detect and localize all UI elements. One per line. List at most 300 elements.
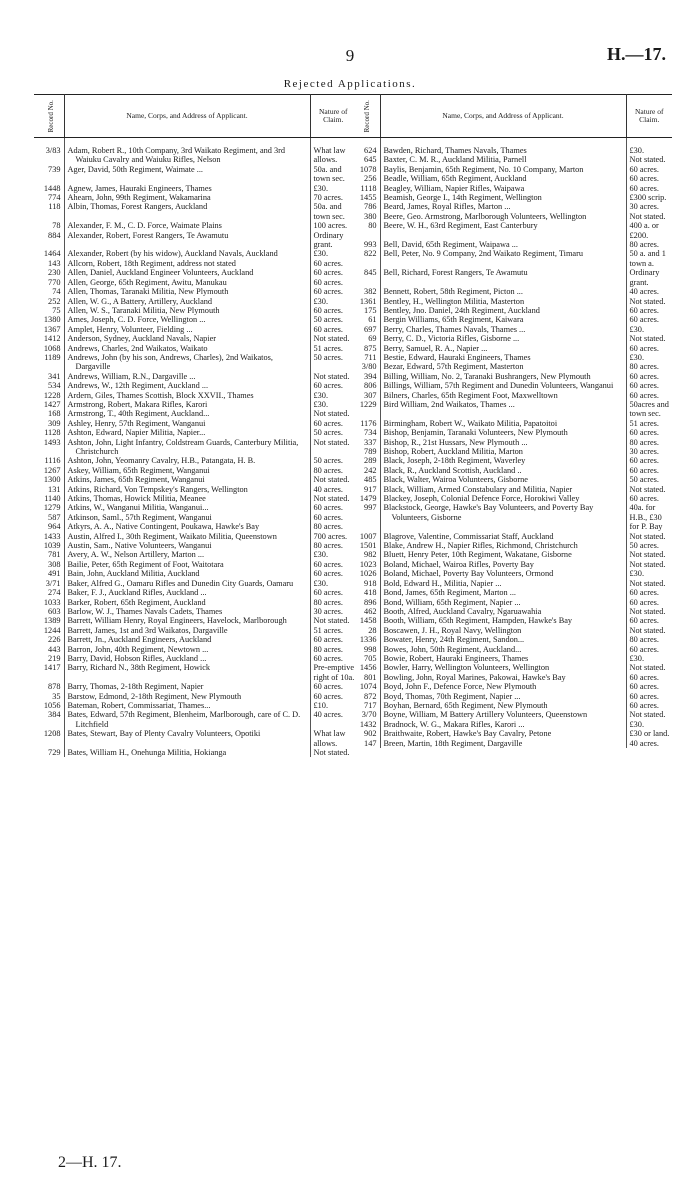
table-row [350,682,672,691]
record-number: 80 [350,221,380,240]
applicant-name: Bestie, Edward, Hauraki Engineers, Thames [380,353,626,362]
claim-nature: Not stated. [629,484,666,494]
table-row [34,748,356,757]
record-number: 1433 [34,532,64,541]
record-number: 394 [350,372,380,381]
applicant-name: Andrews, W., 12th Regiment, Auckland ... [64,381,310,390]
record-number: 1300 [34,475,64,484]
applicant-name: Bird William, 2nd Waikatos, Thames ... [380,400,626,419]
record-number: 274 [34,588,64,597]
record-number: 1228 [34,391,64,400]
applicant-name: Armstrong, T., 40th Regiment, Auckland... [64,409,310,418]
claim-nature: 60 acres. [629,494,659,504]
table-row [34,532,356,541]
applicant-name: Breen, Martin, 18th Regiment, Dargaville [380,739,626,748]
claim-nature: 60 acres. [313,682,343,692]
table-row [34,616,356,625]
claim-nature: Not stated. [629,155,666,165]
table-row [34,165,356,184]
claim-nature: Not stated. [313,616,350,626]
table-row [34,513,356,522]
table-row [34,438,356,457]
record-number: 219 [34,654,64,663]
applicant-name: Bain, John, Auckland Militia, Auckland [64,569,310,578]
applicant-name: Beamish, George I., 14th Regiment, Wellington [380,193,626,202]
claim-nature: 50 acres. [313,428,343,438]
applicant-name: Barker, Robert, 65th Regiment, Auckland [64,598,310,607]
table-row [350,532,672,541]
applicant-name: Baylis, Benjamin, 65th Regiment, No. 10 Company, Marton [380,165,626,174]
table-row [34,541,356,550]
table-row [350,720,672,729]
claim-nature: Not stated. [313,748,350,757]
spacer-row [350,138,672,147]
applicant-name: Billing, William, No. 2, Taranaki Bushrangers, New Plymouth [380,372,626,381]
claim-nature: 50 acres. [629,541,659,551]
table-row [350,729,672,738]
applicant-name: Bishop, Benjamin, Taranaki Volunteers, New Plymouth [380,428,626,437]
applicant-name: Boyne, William, M Battery Artillery Volunteers, Queenstown [380,710,626,719]
record-number: 1229 [350,400,380,419]
table-row [34,221,356,230]
claim-nature: 60 acres. [313,418,343,428]
table-row [350,541,672,550]
record-number: 902 [350,729,380,738]
claim-nature: 60 acres. [629,174,659,184]
claim-nature: £300 scrip. [629,193,667,203]
table-row [350,297,672,306]
record-number: 1056 [34,701,64,710]
record-number: 443 [34,645,64,654]
applicant-name: Beard, James, Royal Rifles, Marton ... [380,202,626,211]
claim-nature: £30. [313,296,329,306]
table-row [350,701,672,710]
record-number: 917 [350,485,380,494]
applicant-name: Ardern, Giles, Thames Scottish, Block XXVII., Thames [64,391,310,400]
table-row [34,278,356,287]
claim-nature: £30. [629,719,645,729]
record-number: 3/83 [34,146,64,165]
record-number: 1427 [34,400,64,409]
claim-nature: 50 acres. [313,456,343,466]
table-row [350,645,672,654]
claim-nature: 400 a. or £200. [629,221,659,240]
table-row [34,297,356,306]
right-table-body [350,138,672,749]
record-number: 786 [350,202,380,211]
table-row [350,400,672,419]
applicant-name: Atkins, James, 65th Regiment, Wanganui [64,475,310,484]
applicant-name: Avery, A. W., Nelson Artillery, Marton ... [64,550,310,559]
applicant-name: Bell, Peter, No. 9 Company, 2nd Waikato Regiment, Timaru [380,249,626,268]
table-row [350,287,672,296]
applicant-name: Booth, Alfred, Auckland Cavalry, Ngaruawahia [380,607,626,616]
table-row [34,654,356,663]
record-number: 147 [350,739,380,748]
record-number: 168 [34,409,64,418]
table-row [34,231,356,250]
record-number: 739 [34,165,64,184]
table-row [350,663,672,672]
record-number: 1336 [350,635,380,644]
table-row [350,202,672,211]
record-number: 485 [350,475,380,484]
table-row [34,193,356,202]
record-number: 998 [350,645,380,654]
claim-nature: Not stated. [629,334,666,344]
record-number: 1389 [34,616,64,625]
applicant-name: Bailie, Peter, 65th Regiment of Foot, Waitotara [64,560,310,569]
record-number: 1417 [34,663,64,682]
claim-nature: 51 acres. [629,418,659,428]
claim-nature: £30. [629,324,645,334]
claim-nature: £30. [313,183,329,193]
record-number: 1118 [350,184,380,193]
applicant-name: Allen, Daniel, Auckland Engineer Volunteers, Auckland [64,268,310,277]
applicant-name: Barry, Thomas, 2-18th Regiment, Napier [64,682,310,691]
table-row [350,673,672,682]
applicant-name: Alexander, F. M., C. D. Force, Waimate Plains [64,221,310,230]
claim-nature: 60 acres. [629,371,659,381]
table-row [350,466,672,475]
applicant-name: Barry, Richard N., 38th Regiment, Howick [64,663,310,682]
claim-nature: 60 acres. [313,258,343,268]
applicant-name: Atkinson, Saml., 57th Regiment, Wanganui [64,513,310,522]
record-number: 1023 [350,560,380,569]
applicant-name: Atkins, Richard, Von Tempskey's Rangers, Wellington [64,485,310,494]
applicant-name: Birmingham, Robert W., Waikato Militia, Papatoitoi [380,419,626,428]
applicant-name: Anderson, Sydney, Auckland Navals, Napier [64,334,310,343]
claim-nature: 60 acres. [629,315,659,325]
applicant-name: Barron, John, 40th Regiment, Newtown ... [64,645,310,654]
table-row [34,306,356,315]
record-number: 1128 [34,428,64,437]
record-number: 175 [350,306,380,315]
applicant-name: Bentley, Jno. Daniel, 24th Regiment, Auckland [380,306,626,315]
left-table [34,94,356,757]
table-row [34,146,356,165]
claim-nature: 60 acres. [313,569,343,579]
claim-nature: 60 acres. [629,381,659,391]
table-row [34,598,356,607]
applicant-name: Bezar, Edward, 57th Regiment, Masterton [380,362,626,371]
applicant-name: Austin, Sam., Native Volunteers, Wanganui [64,541,310,550]
applicant-name: Bentley, H., Wellington Militia, Masterton [380,297,626,306]
applicant-name: Baker, Alfred G., Oamaru Rifles and Dunedin City Guards, Oamaru [64,579,310,588]
claim-nature: 60 acres. [629,390,659,400]
record-number: 1267 [34,466,64,475]
applicant-name: Bowes, John, 50th Regiment, Auckland... [380,645,626,654]
record-number: 645 [350,155,380,164]
applicant-name: Berry, Samuel, R. A., Napier ... [380,344,626,353]
claim-nature: 50a. and town sec. [313,202,345,221]
record-number: 822 [350,249,380,268]
claim-nature: 60 acres. [313,635,343,645]
record-number: 717 [350,701,380,710]
record-number: 801 [350,673,380,682]
record-number: 770 [34,278,64,287]
table-row [350,569,672,578]
claim-nature: Not stated. [629,550,666,560]
applicant-name: Bishop, R., 21st Hussars, New Plymouth ... [380,438,626,447]
table-row [34,259,356,268]
applicant-name: Baxter, C. M. R., Auckland Militia, Parnell [380,155,626,164]
claim-nature: 60 acres. [629,616,659,626]
table-row [350,391,672,400]
record-number: 3/70 [350,710,380,719]
applicant-name: Atkyrs, A. A., Native Contingent, Poukawa, Hawke's Bay [64,522,310,531]
claim-nature: Not stated. [629,531,666,541]
applicant-name: Armstrong, Robert, Makara Rifles, Karori [64,400,310,409]
table-row [34,344,356,353]
table-row [350,485,672,494]
record-number: 1208 [34,729,64,748]
table-row [34,456,356,465]
claim-nature: 50 acres. [629,475,659,485]
table-row [350,344,672,353]
record-number: 3/71 [34,579,64,588]
claim-nature: 50acres and town sec. [629,399,669,419]
claim-nature: £30. [629,146,645,155]
claim-nature: 80 acres. [313,541,343,551]
table-row [34,503,356,512]
applicant-name: Barstow, Edmond, 2-18th Regiment, New Plymouth [64,692,310,701]
applicant-name: Ashton, John, Light Infantry, Coldstream Guards, Canterbury Militia, Christchurch [64,438,310,457]
record-number: 1074 [350,682,380,691]
table-row [34,184,356,193]
claim-nature: 80 acres. [313,597,343,607]
table-row [350,193,672,202]
table-row [34,607,356,616]
claim-nature: 50 a. and 1 town a. [629,249,666,268]
table-row [350,249,672,268]
applicant-name: Black, William, Armed Constabulary and Militia, Napier [380,485,626,494]
record-number: 382 [350,287,380,296]
table-row [350,268,672,287]
record-number: 789 [350,447,380,456]
applicant-name: Bishop, Robert, Auckland Militia, Marton [380,447,626,456]
claim-nature: Not stated. [629,296,666,306]
claim-nature: £30. [629,352,645,362]
claim-nature: Not stated. [313,475,350,485]
table-row [34,635,356,644]
record-number: 380 [350,212,380,221]
applicant-name: Amplet, Henry, Volunteer, Fielding ... [64,325,310,334]
record-number: 131 [34,485,64,494]
table-row [350,560,672,569]
claim-nature: 60 acres. [629,428,659,438]
record-number: 918 [350,579,380,588]
record-number: 252 [34,297,64,306]
claim-nature: £30. [313,390,329,400]
record-number: 729 [34,748,64,757]
applicant-name: Allen, Thomas, Taranaki Militia, New Plymouth [64,287,310,296]
table-row [350,221,672,240]
record-number: 884 [34,231,64,250]
table-row [34,287,356,296]
claim-nature: 60 acres. [313,559,343,569]
claim-nature: Not stated. [629,710,666,720]
applicant-name: Blackstock, George, Hawke's Bay Volunteers, and Poverty Bay Volunteers, Gisborne [380,503,626,531]
claim-nature: 100 acres. [313,221,348,231]
record-number: 705 [350,654,380,663]
applicant-name: Boland, Michael, Wairoa Rifles, Poverty Bay [380,560,626,569]
claim-nature: 80 acres. [313,465,343,475]
claim-nature: Not stated. [629,606,666,616]
applicant-name: Bawden, Richard, Thames Navals, Thames [380,146,626,155]
applicant-name: Boyd, John F., Defence Force, New Plymouth [380,682,626,691]
applicant-name: Bowie, Robert, Hauraki Engineers, Thames [380,654,626,663]
header-record-no: Record No. [34,95,64,138]
table-row [350,155,672,164]
claim-nature: 80 acres. [629,240,659,250]
claim-nature: £10. [313,700,329,710]
table-row [34,400,356,409]
record-number: 28 [350,626,380,635]
record-number: 491 [34,569,64,578]
applicant-name: Bowater, Henry, 24th Regiment, Sandon... [380,635,626,644]
record-number: 1244 [34,626,64,635]
applicant-name: Bates, Stewart, Bay of Plenty Cavalry Volunteers, Opotiki [64,729,310,748]
applicant-name: Bergin Williams, 65th Regiment, Kaiwara [380,315,626,324]
record-number: 697 [350,325,380,334]
record-number: 734 [350,428,380,437]
table-row [34,409,356,418]
applicant-name: Beagley, William, Napier Rifles, Waipawa [380,184,626,193]
left-table-body [34,138,356,758]
claim-nature: 700 acres. [313,531,348,541]
table-row [350,334,672,343]
table-row [350,325,672,334]
claim-nature: Not stated. [313,334,350,344]
record-number: 78 [34,221,64,230]
claim-nature: 80 acres. [629,635,659,645]
spacer-row [34,138,356,147]
claim-nature: 80 acres. [629,437,659,447]
applicant-name: Allen, George, 65th Regiment, Awitu, Manukau [64,278,310,287]
claim-nature: Pre-emptive right of 10a. [313,663,355,682]
record-number: 384 [34,710,64,729]
claim-nature: Ordinary grant. [629,268,660,287]
applicant-name: Atkins, W., Wanganui Militia, Wanganui... [64,503,310,512]
right-table [350,94,672,748]
applicant-name: Bilners, Charles, 65th Regiment Foot, Maxwelltown [380,391,626,400]
claim-nature: Not stated. [629,578,666,588]
applicant-name: Adam, Robert R., 10th Company, 3rd Waikato Regiment, and 3rd Waiuku Cavalry and Waiuku Rifles, Nelson [64,146,310,165]
claim-nature: 80 acres. [629,362,659,372]
claim-nature: 60 acres. [629,183,659,193]
applicant-name: Blagrove, Valentine, Commissariat Staff, Auckland [380,532,626,541]
table-row [34,315,356,324]
applicant-name: Alexander, Robert, Forest Rangers, Te Awamutu [64,231,310,250]
table-row [34,419,356,428]
record-number: 289 [350,456,380,465]
claim-nature: 60 acres. [629,597,659,607]
table-row [350,428,672,437]
applicant-name: Ahearn, John, 99th Regiment, Wakamarina [64,193,310,202]
record-number: 1501 [350,541,380,550]
record-number: 118 [34,202,64,221]
table-row [350,607,672,616]
applicant-name: Boyhan, Bernard, 65th Regiment, New Plymouth [380,701,626,710]
record-number: 1026 [350,569,380,578]
applicant-name: Ames, Joseph, C. D. Force, Wellington ... [64,315,310,324]
applicant-name: Austin, Alfred I., 30th Regiment, Waikato Militia, Queenstown [64,532,310,541]
record-number: 711 [350,353,380,362]
record-number: 1078 [350,165,380,174]
claim-nature: 60 acres. [313,287,343,297]
applicant-name: Black, R., Auckland Scottish, Auckland .. [380,466,626,475]
table-row [34,626,356,635]
record-number: 1455 [350,193,380,202]
table-row [350,146,672,155]
claim-nature: 40 acres. [629,287,659,297]
table-row [350,456,672,465]
claim-nature: Not stated. [629,663,666,673]
table-row [34,428,356,437]
page-footer: 2—H. 17. [58,1154,122,1171]
claim-nature: 50a. and town sec. [313,164,345,184]
applicant-name: Allen, W. G., A Battery, Artillery, Auckland [64,297,310,306]
claim-nature: 30 acres. [629,447,659,456]
record-number: 534 [34,381,64,390]
applicant-name: Beere, W. H., 63rd Regiment, East Canterbury [380,221,626,240]
record-number: 1116 [34,456,64,465]
record-number: 309 [34,419,64,428]
table-row [350,616,672,625]
claim-nature: 70 acres. [313,193,343,203]
record-number: 69 [350,334,380,343]
table-row [34,682,356,691]
table-row [34,353,356,372]
applicant-name: Beere, Geo. Armstrong, Marlborough Volunteers, Wellington [380,212,626,221]
table-row [34,692,356,701]
record-number: 337 [350,438,380,447]
record-number: 1493 [34,438,64,457]
record-number: 341 [34,372,64,381]
table-row [350,419,672,428]
applicant-name: Bateman, Robert, Commissariat, Thames... [64,701,310,710]
record-number: 1456 [350,663,380,672]
table-row [350,306,672,315]
applicant-name: Barrett, William Henry, Royal Engineers, Havelock, Marlborough [64,616,310,625]
applicant-name: Andrews, Charles, 2nd Waikatos, Waikato [64,344,310,353]
record-number: 256 [350,174,380,183]
page-number: 9 [345,46,355,65]
applicant-name: Berry, Charles, Thames Navals, Thames ... [380,325,626,334]
record-number: 1412 [34,334,64,343]
applicant-name: Bond, William, 65th Regiment, Napier ... [380,598,626,607]
claim-nature: Not stated. [629,559,666,569]
claim-nature: Not stated. [313,409,350,419]
claim-nature: 60 acres. [629,682,659,692]
table-row [350,710,672,719]
applicant-name: Andrews, John (by his son, Andrews, Charles), 2nd Waikatos, Dargaville [64,353,310,372]
claim-nature: 60 acres. [313,653,343,663]
record-number: 308 [34,560,64,569]
record-number: 143 [34,259,64,268]
record-number: 230 [34,268,64,277]
claim-nature: 50 acres. [313,315,343,325]
applicant-name: Agnew, James, Hauraki Engineers, Thames [64,184,310,193]
table-row [350,165,672,174]
record-number: 993 [350,240,380,249]
record-number: 603 [34,607,64,616]
table-row [350,475,672,484]
table-row [350,212,672,221]
claim-nature: 40 acres. [629,738,659,748]
record-number: 781 [34,550,64,559]
